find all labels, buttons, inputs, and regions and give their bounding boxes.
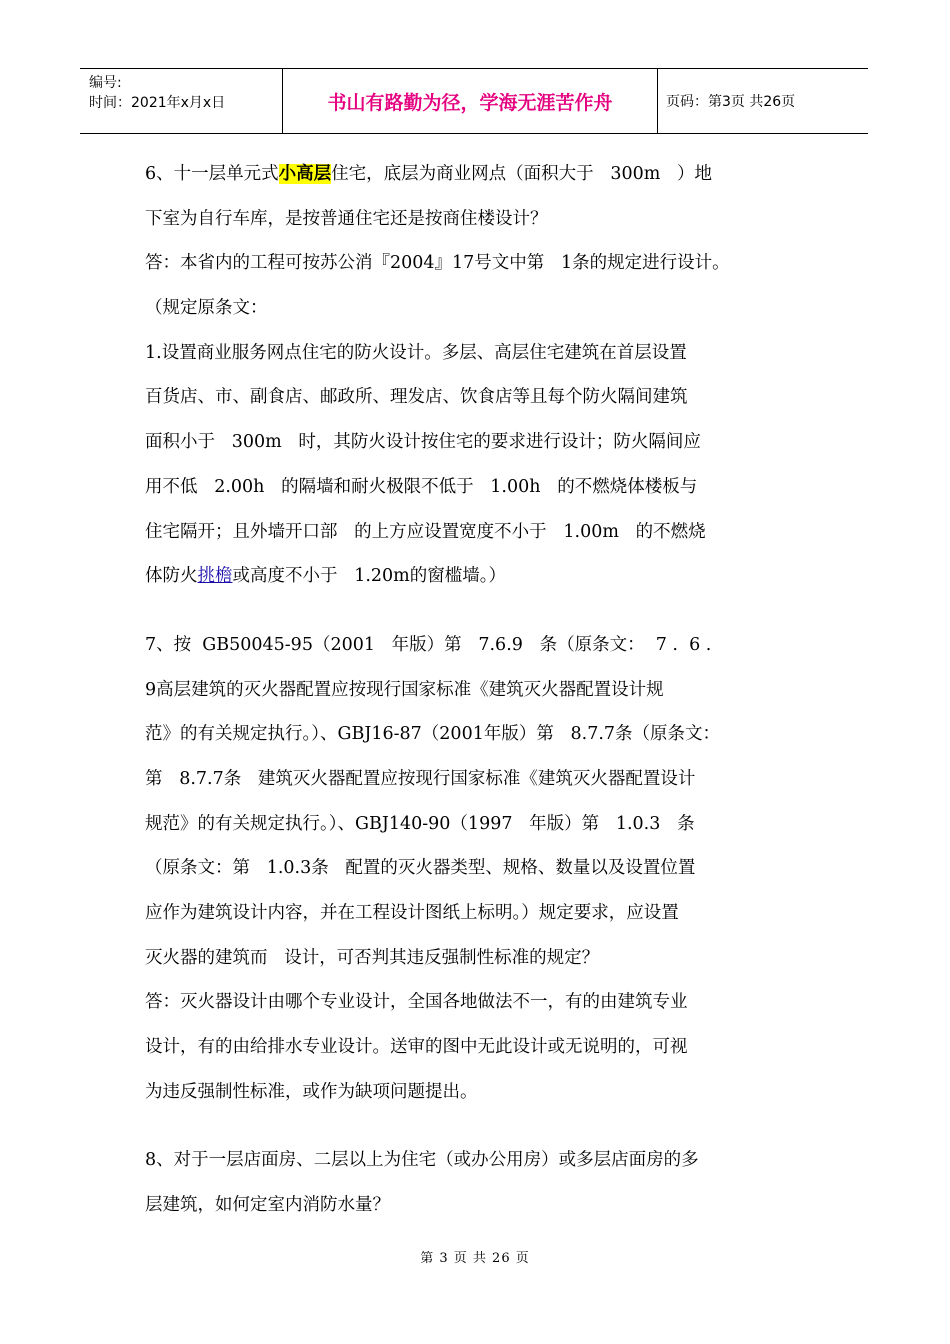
text-line: 设计，有的由给排水专业设计。送审的图中无此设计或无说明的，可视 bbox=[145, 1037, 688, 1058]
question-6 bbox=[145, 152, 835, 599]
text-line: 用不低 2.00h 的隔墙和耐火极限不低于 1.00h 的不燃烧体楼板与 bbox=[145, 476, 698, 497]
answer-line: 答：灭火器设计由哪个专业设计，全国各地做法不一，有的由建筑专业 bbox=[145, 992, 688, 1013]
question-7 bbox=[145, 623, 835, 1115]
text-line: 8、对于一层店面房、二层以上为住宅（或办公用房）或多层店面房的多 bbox=[145, 1150, 699, 1171]
text-line: 应作为建筑设计内容，并在工程设计图纸上标明。）规定要求，应设置 bbox=[145, 903, 679, 923]
page-footer: 第 3 页 共 26 页 bbox=[420, 1251, 530, 1266]
text-line: 规范》的有关规定执行。）、GBJ140-90（1997 年版）第 1.0.3 条 bbox=[145, 813, 695, 834]
text-line bbox=[145, 152, 835, 197]
text-span: 住宅，底层为商业网点（面积大于 300m ）地 bbox=[331, 164, 713, 184]
answer-line: 答：本省内的工程可按苏公消『2004』17号文中第 1条的规定进行设计。 bbox=[145, 253, 730, 274]
text-line: 9高层建筑的灭火器配置应按现行国家标准《建筑灭火器配置设计规 bbox=[145, 679, 664, 700]
text-line bbox=[145, 554, 835, 599]
text-line: 住宅隔开；且外墙开口部 的上方应设置宽度不小于 1.00m 的不燃烧 bbox=[145, 521, 706, 542]
header-left bbox=[80, 69, 282, 133]
text-line: （规定原条文： bbox=[145, 298, 268, 319]
text-line: 下室为自行车库，是按普通住宅还是按商住楼设计？ bbox=[145, 208, 548, 229]
text-span: 或高度不小于 1.20m的窗槛墙。） bbox=[232, 566, 506, 587]
paragraph-gap bbox=[145, 1114, 835, 1138]
text-line: 层建筑，如何定室内消防水量？ bbox=[145, 1195, 390, 1216]
document-time-label: 时间：2021年x月x日 bbox=[89, 95, 226, 111]
page-header bbox=[80, 68, 868, 134]
question-8 bbox=[145, 1138, 835, 1227]
text-line: 7、按 GB50045-95（2001 年版）第 7.6.9 条（原条文： 7 . 6 . bbox=[145, 634, 712, 655]
text-span: 6、十一层单元式 bbox=[145, 164, 279, 184]
paragraph-gap bbox=[145, 599, 835, 623]
text-line: 灭火器的建筑而 设计，可否判其违反强制性标准的规定？ bbox=[145, 947, 600, 968]
document-body bbox=[145, 152, 835, 1228]
text-line: （原条文：第 1.0.3条 配置的灭火器类型、规格、数量以及设置位置 bbox=[145, 858, 696, 879]
highlighted-term: 小高层 bbox=[278, 164, 332, 184]
document-number-label: 编号: bbox=[89, 75, 122, 91]
text-line: 1.设置商业服务网点住宅的防火设计。多层、高层住宅建筑在首层设置 bbox=[145, 342, 687, 363]
text-line: 为违反强制性标准，或作为缺项问题提出。 bbox=[145, 1081, 478, 1102]
text-line: 范》的有关规定执行。）、GBJ16-87（2001年版）第 8.7.7条（原条文： bbox=[145, 724, 721, 745]
text-line: 面积小于 300m 时，其防火设计按住宅的要求进行设计；防火隔间应 bbox=[145, 432, 701, 453]
header-motto: 书山有路勤为径，学海无涯苦作舟 bbox=[282, 69, 658, 133]
header-page-info: 页码：第3页 共26页 bbox=[666, 94, 796, 110]
text-line: 百货店、市、副食店、邮政所、理发店、饮食店等且每个防火隔间建筑 bbox=[145, 387, 688, 408]
text-span: 体防火 bbox=[145, 566, 198, 587]
text-line: 第 8.7.7条 建筑灭火器配置应按现行国家标准《建筑灭火器配置设计 bbox=[145, 768, 696, 789]
term-link[interactable]: 挑檐 bbox=[197, 566, 233, 587]
